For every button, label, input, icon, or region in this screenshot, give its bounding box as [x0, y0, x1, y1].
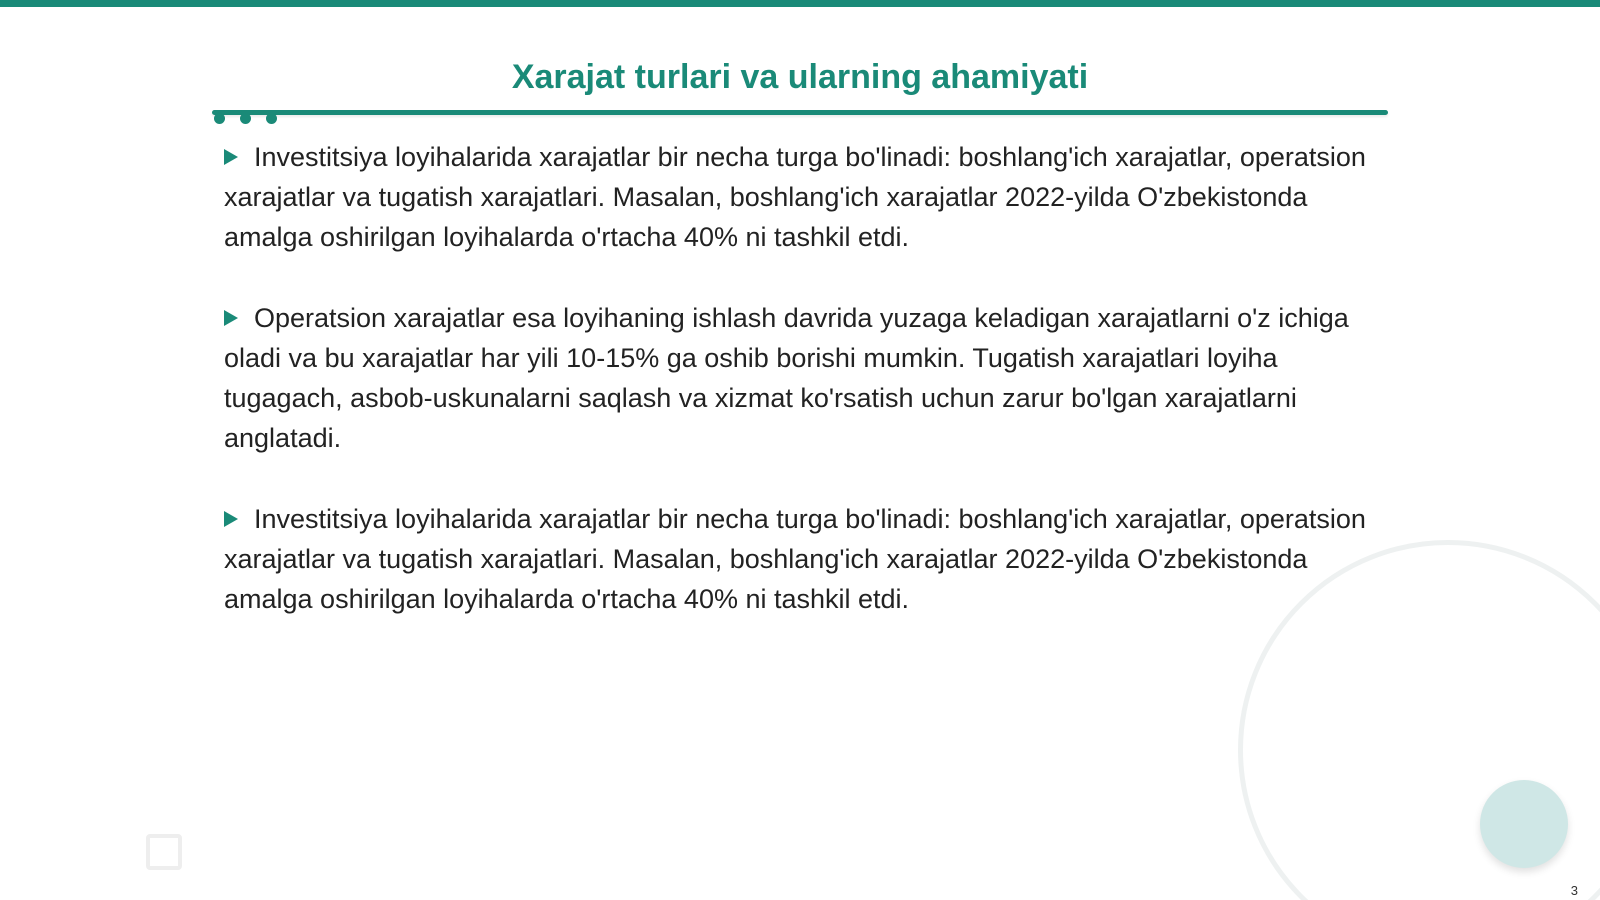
- decorative-dot: [240, 113, 251, 124]
- title-underline: [212, 110, 1388, 115]
- decorative-dot: [266, 113, 277, 124]
- triangle-bullet-icon: [224, 310, 238, 326]
- bullet-text: Investitsiya loyihalarida xarajatlar bir necha turga bo'linadi: boshlang'ich xarajatlar, operatsion xarajatlar va tugatish xarajatlari. Masalan, boshlang'ich xarajatlar 2022-yilda O'zbekistonda amalga oshirilgan loyihalarda o'rtacha 40% ni tashkil etdi.: [224, 504, 1366, 614]
- decorative-dot: [214, 113, 225, 124]
- bullet-text: Investitsiya loyihalarida xarajatlar bir necha turga bo'linadi: boshlang'ich xarajatlar, operatsion xarajatlar va tugatish xarajatlari. Masalan, boshlang'ich xarajatlar 2022-yilda O'zbekistonda amalga oshirilgan loyihalarda o'rtacha 40% ni tashkil etdi.: [224, 142, 1366, 252]
- page-number: 3: [1570, 883, 1578, 898]
- bullet-item: [224, 298, 1374, 458]
- triangle-bullet-icon: [224, 511, 238, 527]
- decorative-circle: [1480, 780, 1568, 868]
- bullet-item: [224, 499, 1374, 619]
- bullet-item: [224, 137, 1374, 257]
- triangle-bullet-icon: [224, 149, 238, 165]
- top-accent-bar: [0, 0, 1600, 7]
- bullet-list: [224, 137, 1374, 660]
- bullet-text: Operatsion xarajatlar esa loyihaning ishlash davrida yuzaga keladigan xarajatlarni o'z ichiga oladi va bu xarajatlar har yili 10-15% ga oshib borishi mumkin. Tugatish xarajatlari loyiha tugagach, asbob-uskunalarni saqlash va xizmat ko'rsatish uchun zarur bo'lgan xarajatlarni anglatadi.: [224, 303, 1349, 453]
- slide-title: Xarajat turlari va ularning ahamiyati: [511, 58, 1089, 96]
- decorative-square: [146, 834, 182, 870]
